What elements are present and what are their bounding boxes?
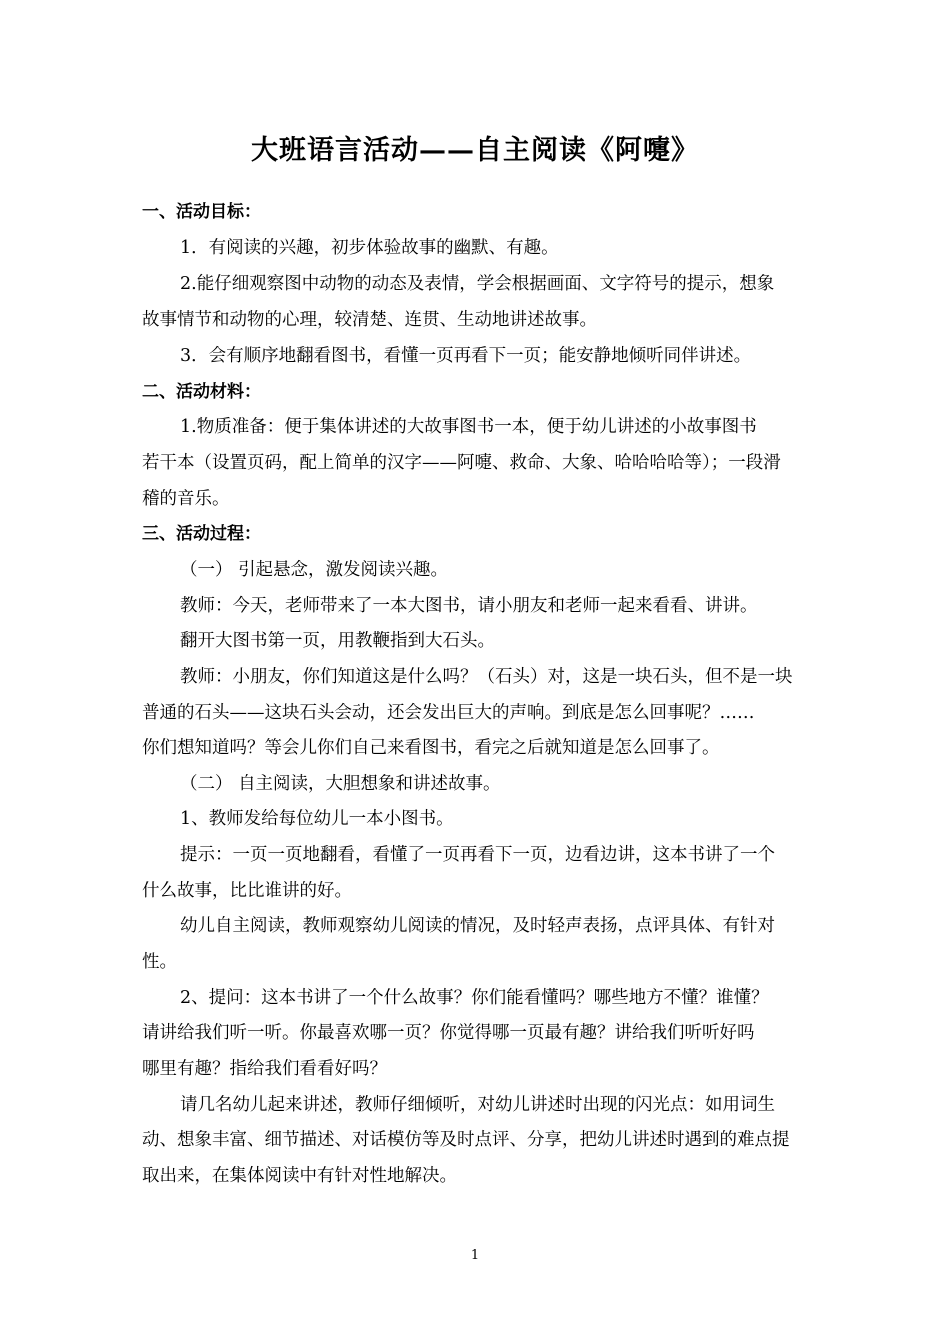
paragraph-line: （二） 自主阅读，大胆想象和讲述故事。: [180, 774, 501, 794]
paragraph-line: 什么故事，比比谁讲的好。: [142, 881, 352, 901]
section-heading-goals: 一、活动目标：: [142, 202, 261, 222]
paragraph-line: 提示：一页一页地翻看，看懂了一页再看下一页，边看边讲，这本书讲了一个: [180, 845, 775, 865]
paragraph-line: 若干本（设置页码，配上简单的汉字——阿嚏、救命、大象、哈哈哈哈等）；一段滑: [142, 453, 781, 473]
paragraph-line: （一） 引起悬念，激发阅读兴趣。: [180, 560, 449, 580]
paragraph-line: 幼儿自主阅读，教师观察幼儿阅读的情况，及时轻声表扬，点评具体、有针对: [180, 916, 775, 936]
section-heading-process: 三、活动过程：: [142, 524, 261, 544]
paragraph-line: 1.物质准备：便于集体讲述的大故事图书一本，便于幼儿讲述的小故事图书: [180, 417, 757, 437]
paragraph-line: 教师：今天，老师带来了一本大图书，请小朋友和老师一起来看看、讲讲。: [180, 596, 758, 616]
paragraph-line: 动、想象丰富、细节描述、对话模仿等及时点评、分享，把幼儿讲述时遇到的难点提: [142, 1130, 790, 1150]
paragraph-line: 3．会有顺序地翻看图书，看懂一页再看下一页；能安静地倾听同伴讲述。: [180, 346, 752, 366]
paragraph-line: 性。: [142, 952, 177, 972]
paragraph-line: 翻开大图书第一页，用教鞭指到大石头。: [180, 631, 495, 651]
paragraph-line: 1、教师发给每位幼儿一本小图书。: [180, 809, 454, 829]
paragraph-line: 普通的石头——这块石头会动，还会发出巨大的声响。到底是怎么回事呢？……: [142, 703, 755, 723]
paragraph-line: 稽的音乐。: [142, 489, 230, 509]
paragraph-line: 哪里有趣？指给我们看看好吗？: [142, 1059, 387, 1079]
paragraph-line: 1．有阅读的兴趣，初步体验故事的幽默、有趣。: [180, 238, 559, 258]
paragraph-line: 取出来，在集体阅读中有针对性地解决。: [142, 1166, 457, 1186]
paragraph-line: 你们想知道吗？等会儿你们自己来看图书，看完之后就知道是怎么回事了。: [142, 738, 720, 758]
paragraph-line: 请讲给我们听一听。你最喜欢哪一页？你觉得哪一页最有趣？讲给我们听听好吗: [142, 1023, 755, 1043]
paragraph-line: 2.能仔细观察图中动物的动态及表情，学会根据画面、文字符号的提示，想象: [180, 274, 775, 294]
paragraph-line: 教师：小朋友，你们知道这是什么吗？（石头）对，这是一块石头，但不是一块: [180, 667, 793, 687]
paragraph-line: 请几名幼儿起来讲述，教师仔细倾听，对幼儿讲述时出现的闪光点：如用词生: [180, 1095, 775, 1115]
document-title: 大班语言活动——自主阅读《阿嚏》: [251, 135, 699, 166]
paragraph-line: 2、提问：这本书讲了一个什么故事？你们能看懂吗？哪些地方不懂？谁懂？: [180, 988, 769, 1008]
paragraph-line: 故事情节和动物的心理，较清楚、连贯、生动地讲述故事。: [142, 310, 597, 330]
page-number: 1: [470, 1248, 480, 1263]
section-heading-materials: 二、活动材料：: [142, 382, 261, 402]
